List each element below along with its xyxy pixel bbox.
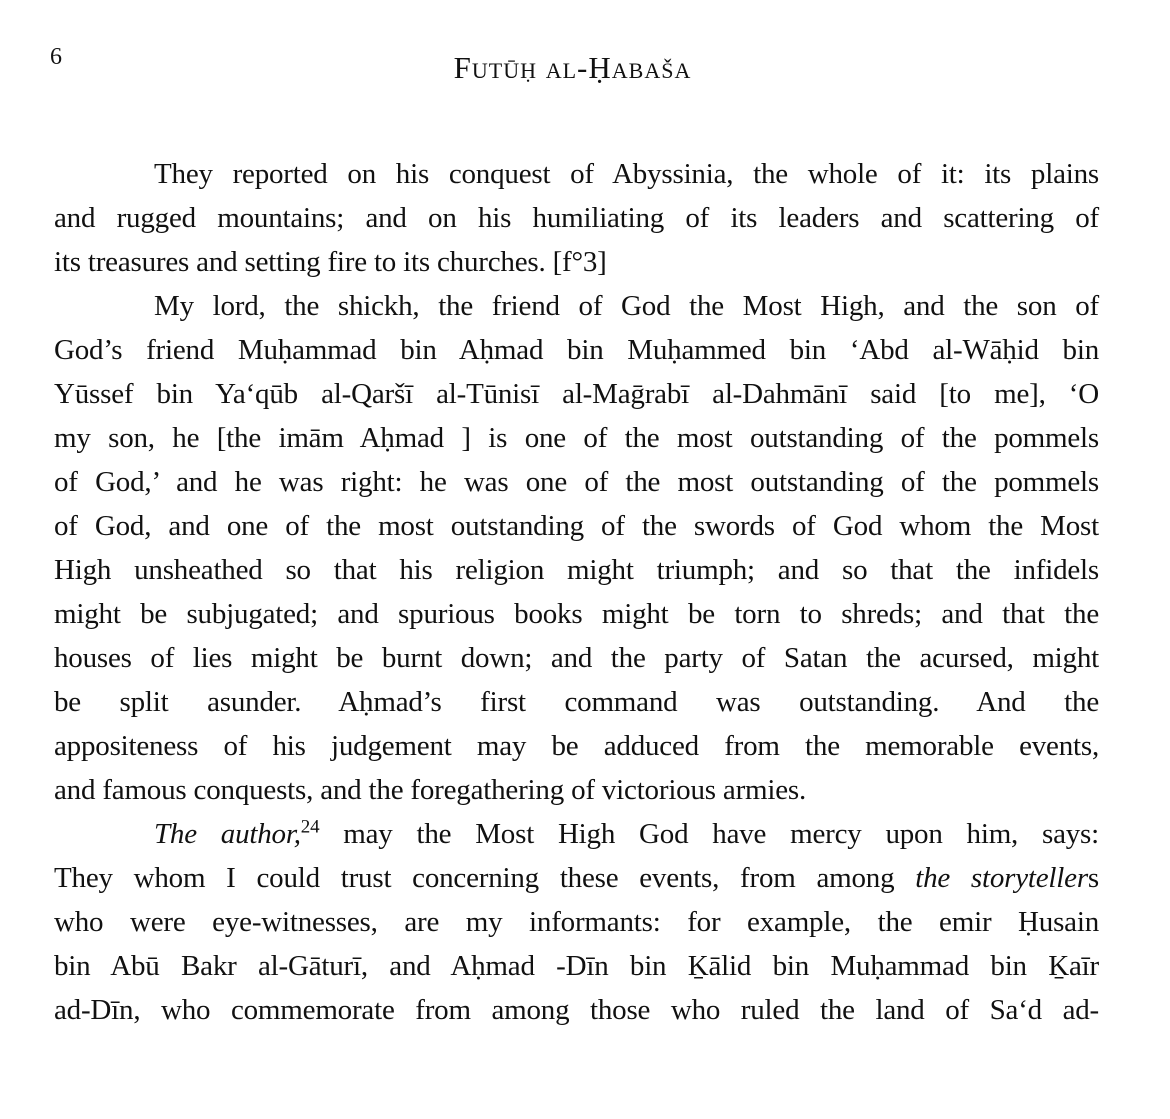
text-line: houses of lies might be burnt down; and the party of Satan the acursed, might bbox=[54, 642, 1099, 674]
text-run: s bbox=[1087, 862, 1100, 894]
italic-phrase: the storyteller bbox=[915, 862, 1088, 894]
text-line bbox=[54, 812, 1099, 856]
text-line: its treasures and setting fire to its churches. [f°3] bbox=[54, 246, 607, 278]
text-line: appositeness of his judgement may be adduced from the memorable events, bbox=[54, 730, 1099, 762]
text-line: might be subjugated; and spurious books might be torn to shreds; and that the bbox=[54, 598, 1099, 630]
text-line: of God,’ and he was right: he was one of the most outstanding of the pommels bbox=[54, 466, 1099, 498]
text-line: and famous conquests, and the foregathering of victorious armies. bbox=[54, 774, 807, 806]
page-number: 6 bbox=[50, 44, 62, 70]
text-line: High unsheathed so that his religion might triumph; and so that the infidels bbox=[54, 554, 1099, 586]
text-line: my son, he [the imām Aḥmad ] is one of the most outstanding of the pommels bbox=[54, 422, 1099, 454]
text-line: bin Abū Bakr al-Gāturī, and Aḥmad -Dīn bin Ḵālid bin Muḥammad bin Ḵaīr bbox=[54, 950, 1099, 982]
text-run: They whom I could trust concerning these events, from among bbox=[54, 862, 916, 894]
author-label: The author, bbox=[154, 818, 301, 850]
text-line: They reported on his conquest of Abyssinia, the whole of it: its plains bbox=[154, 158, 1099, 190]
paragraph-3 bbox=[54, 812, 1099, 1032]
body-text bbox=[54, 152, 1099, 1032]
text-line: Yūssef bin Ya‘qūb al-Qaršī al-Tūnisī al-Maḡrabī al-Dahmānī said [to me], ‘O bbox=[54, 378, 1099, 410]
text-line: be split asunder. Aḥmad’s first command was outstanding. And the bbox=[54, 686, 1099, 718]
text-run: may the Most High God have mercy upon him, says: bbox=[319, 818, 1099, 850]
paragraph-2 bbox=[54, 284, 1099, 812]
text-line: who were eye-witnesses, are my informants: for example, the emir Ḥusain bbox=[54, 906, 1099, 938]
text-line: God’s friend Muḥammad bin Aḥmad bin Muḥammed bin ‘Abd al-Wāḥid bin bbox=[54, 334, 1099, 366]
text-line bbox=[54, 856, 1099, 900]
text-line: and rugged mountains; and on his humiliating of its leaders and scattering of bbox=[54, 202, 1099, 234]
running-head: Futūḥ al-Ḥabaša bbox=[453, 50, 692, 85]
text-line: My lord, the shickh, the friend of God the Most High, and the son of bbox=[154, 290, 1099, 322]
text-line: ad-Dīn, who commemorate from among those who ruled the land of Sa‘d ad- bbox=[54, 994, 1099, 1026]
text-line: of God, and one of the most outstanding of the swords of God whom the Most bbox=[54, 510, 1099, 542]
footnote-ref: 24 bbox=[300, 816, 320, 838]
paragraph-1 bbox=[54, 152, 1099, 284]
